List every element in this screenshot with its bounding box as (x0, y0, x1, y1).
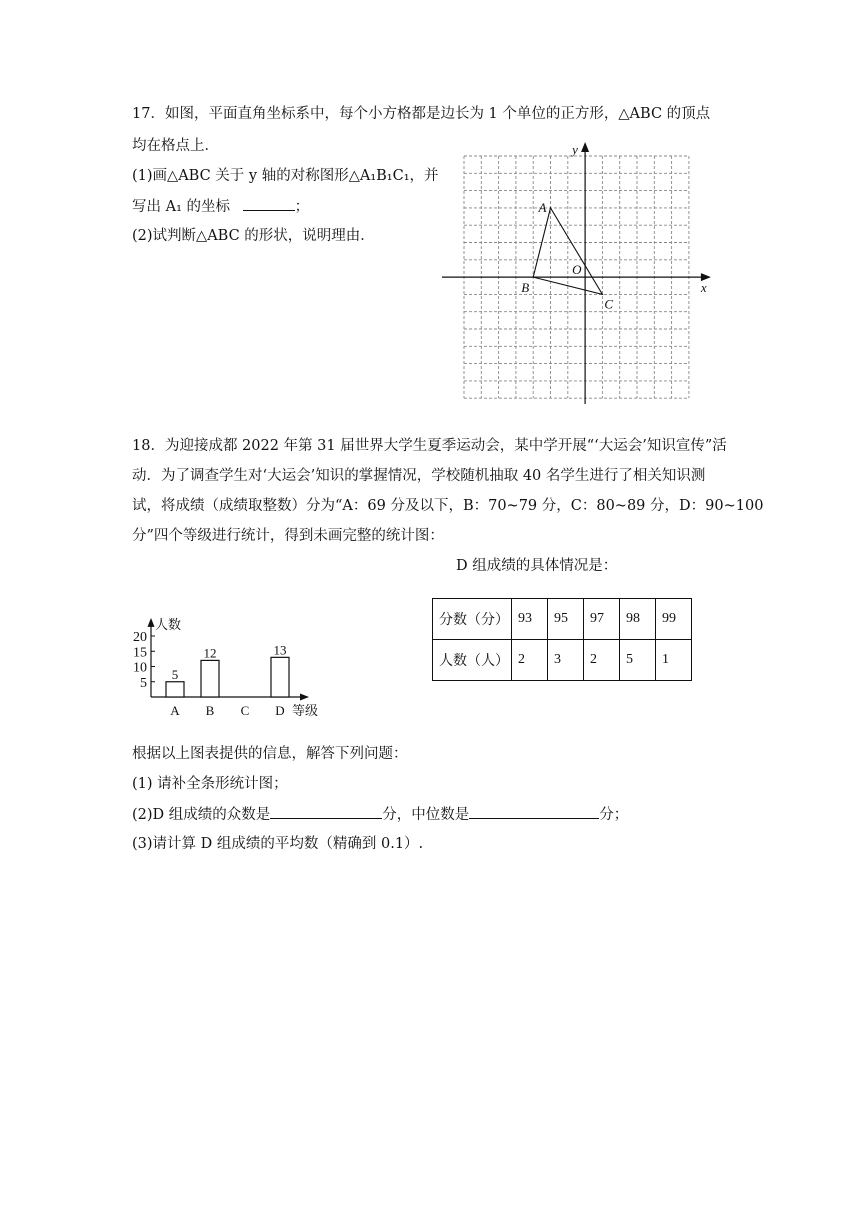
y-axis-label: y (572, 142, 578, 157)
table-caption: D 组成绩的具体情况是： (456, 558, 618, 574)
y-axis-label: 人数 (155, 616, 182, 632)
x-tick-label: D (275, 703, 285, 718)
y-tick-label: 10 (133, 660, 147, 676)
q18-part2-a: (2)D 组成绩的众数是 (132, 807, 271, 823)
bar-d (271, 657, 289, 697)
q18-line4: 分”四个等级进行统计，得到未画完整的统计图： (132, 528, 444, 544)
table-header-score: 分数（分） (433, 599, 512, 640)
x-axis-label: x (700, 280, 707, 296)
table-cell: 2 (512, 640, 548, 681)
q18-line1: 18．为迎接成都 2022 年第 31 届世界大学生夏季运动会，某中学开展“‘大运会’知识宣传”活 (132, 438, 727, 454)
vertex-label-c: C (604, 296, 614, 312)
x-axis-arrow-icon (300, 694, 309, 701)
table-cell: 93 (512, 599, 548, 640)
answer-blank-a1[interactable] (243, 196, 295, 211)
table-cell: 98 (620, 599, 656, 640)
x-axis-label: 等级 (292, 703, 319, 718)
table-cell: 5 (620, 640, 656, 681)
q17-sub1b-text: 写出 A₁ 的坐标 (132, 199, 231, 215)
x-tick-label: C (240, 703, 250, 718)
vertex-label-a: A (538, 199, 547, 215)
q18-line3: 试，将成绩（成绩取整数）分为“A：69 分及以下，B：70~79 分，C：80~89 分，D：90~100 (132, 498, 764, 514)
q18-part1: (1) 请补全条形统计图； (132, 776, 288, 792)
y-tick-label: 5 (140, 675, 147, 691)
grid-labels (521, 142, 707, 311)
bar-b (201, 660, 219, 697)
q18-line2: 动．为了调查学生对‘大运会’知识的掌握情况，学校随机抽取 40 名学生进行了相关知识测 (132, 468, 706, 484)
q18-part2-b: 分，中位数是 (382, 807, 470, 823)
data-label: 12 (203, 645, 217, 661)
q18-part2 (132, 804, 628, 825)
vertex-label-b: B (521, 280, 530, 296)
y-tick-label: 15 (133, 645, 147, 661)
table-row (433, 599, 692, 640)
score-table (432, 598, 692, 681)
q17-line1: 17．如图，平面直角坐标系中，每个小方格都是边长为 1 个单位的正方形，△ABC 的顶点 (132, 106, 711, 122)
q18-part2-c: 分； (599, 807, 629, 823)
q17-sub1b (132, 196, 309, 217)
table-header-count: 人数（人） (433, 640, 512, 681)
y-axis-arrow-icon (581, 142, 589, 152)
bar-chart (128, 550, 338, 722)
table-cell: 2 (584, 640, 620, 681)
q18-part3: (3)请计算 D 组成绩的平均数（精确到 0.1）. (132, 836, 424, 852)
table-cell: 1 (656, 640, 692, 681)
x-tick-label: B (205, 703, 215, 718)
q17-sub2: (2)试判断△ABC 的形状，说明理由． (132, 228, 375, 244)
x-tick-label: A (170, 703, 180, 718)
table-cell: 99 (656, 599, 692, 640)
origin-label: O (572, 262, 582, 278)
coordinate-grid-figure (440, 138, 720, 404)
q17-line2: 均在格点上． (132, 138, 219, 154)
q18-info: 根据以上图表提供的信息，解答下列问题： (132, 746, 408, 762)
data-label: 13 (273, 642, 287, 658)
answer-blank-median[interactable] (469, 804, 599, 819)
q17-sub1b-end: ； (294, 199, 310, 215)
table-cell: 95 (548, 599, 584, 640)
answer-blank-mode[interactable] (270, 804, 382, 819)
data-label: 5 (171, 666, 179, 682)
y-axis-arrow-icon (148, 618, 155, 627)
table-row (433, 640, 692, 681)
table-cell: 97 (584, 599, 620, 640)
table-cell: 3 (548, 640, 584, 681)
bar-a (166, 682, 184, 697)
q17-sub1a: (1)画△ABC 关于 y 轴的对称图形△A₁B₁C₁，并 (132, 168, 439, 184)
y-tick-label: 20 (133, 630, 147, 645)
